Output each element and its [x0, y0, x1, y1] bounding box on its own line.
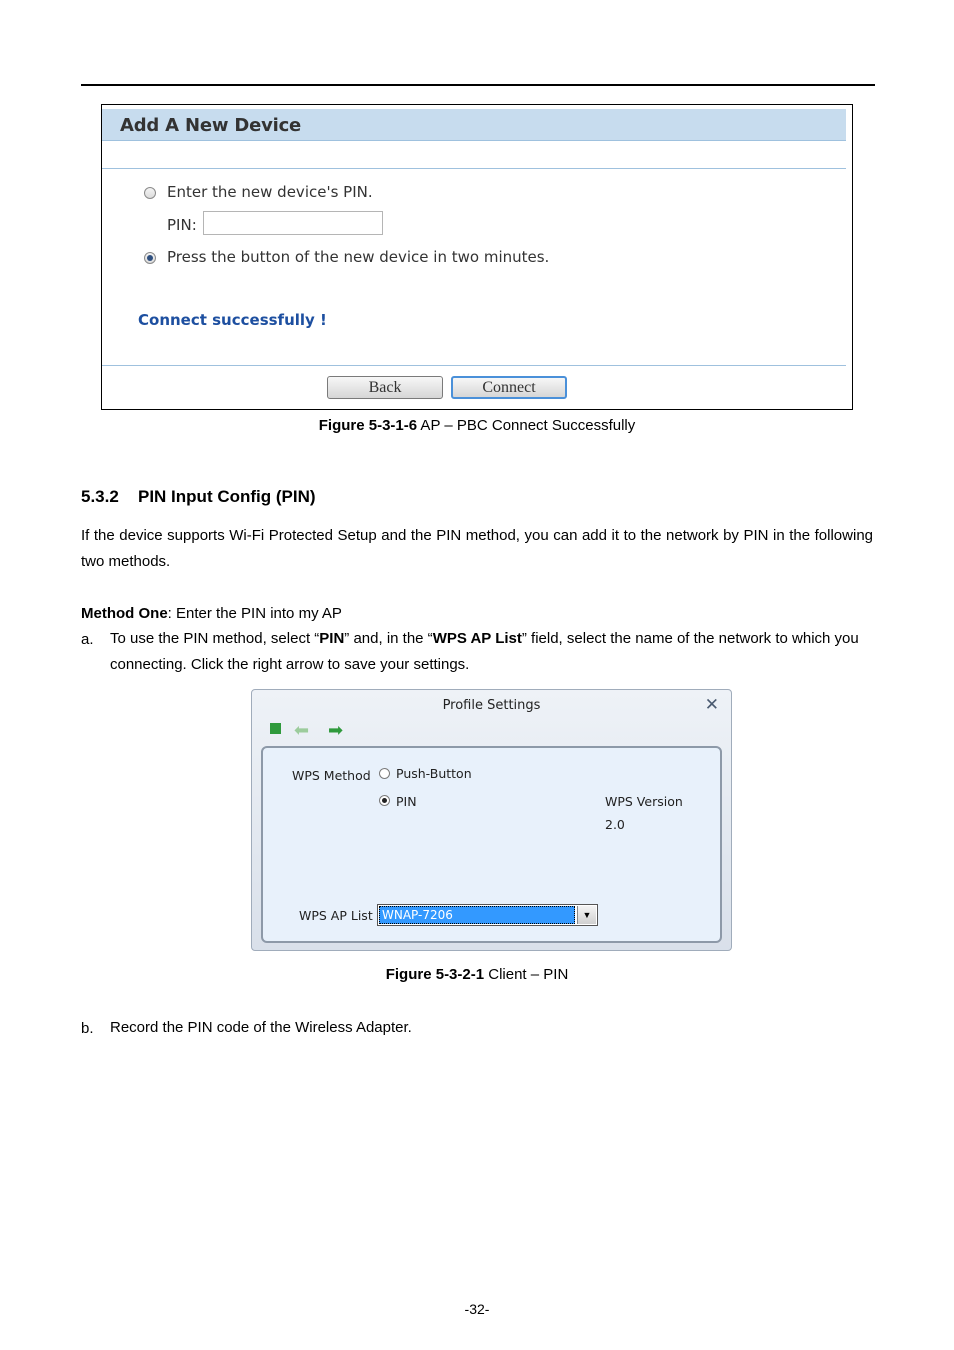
step-a-bold: WPS AP List: [432, 630, 522, 647]
step-a-part: ” and, in the “: [344, 630, 433, 647]
wps-version-label: WPS Version: [605, 794, 683, 809]
forward-arrow-icon[interactable]: ➡: [328, 720, 344, 741]
push-button-radio[interactable]: [379, 768, 390, 779]
caption-label: Figure 5-3-2-1: [385, 966, 485, 983]
step-a-bold: PIN: [319, 630, 345, 647]
push-button-label: Push-Button: [396, 766, 472, 781]
step-a-text: [110, 626, 873, 678]
figure-caption: [0, 966, 954, 983]
chevron-down-icon[interactable]: ▼: [577, 906, 596, 924]
add-device-header: [102, 109, 846, 141]
pin-method-label: PIN: [396, 794, 417, 809]
pin-method-radio[interactable]: [379, 795, 390, 806]
step-a-part: ” field, select the name of the network to which you connecting. Click the right arrow to save your settings.: [110, 630, 859, 673]
wps-ap-list-label: WPS AP List: [299, 908, 373, 923]
add-device-title: Add A New Device: [120, 115, 302, 136]
wps-method-label: WPS Method: [292, 768, 371, 783]
back-arrow-icon[interactable]: ⬅: [294, 720, 310, 741]
pin-option-label: Enter the new device's PIN.: [167, 183, 373, 201]
step-b-text: Record the PIN code of the Wireless Adapter.: [110, 1019, 412, 1036]
selected-ap: WNAP-7206: [379, 906, 575, 924]
section-number: 5.3.2: [81, 487, 119, 506]
window-title: Profile Settings: [442, 698, 541, 713]
connect-button[interactable]: Connect: [451, 376, 567, 399]
caption-text: Client – PIN: [484, 966, 569, 983]
divider: [102, 168, 846, 169]
method-one-line: [81, 601, 342, 627]
profile-settings-window: [251, 689, 732, 951]
caption-text: AP – PBC Connect Successfully: [417, 417, 636, 434]
caption-label: Figure 5-3-1-6: [318, 417, 418, 434]
wps-version-value: 2.0: [605, 817, 625, 832]
pin-radio[interactable]: [144, 187, 156, 199]
settings-panel: [261, 746, 722, 943]
step-a-part: To use the PIN method, select “: [110, 630, 320, 647]
intro-paragraph: If the device supports Wi-Fi Protected Setup and the PIN method, you can add it to the network by PIN in the following two methods.: [81, 527, 873, 570]
section-title: PIN Input Config (PIN): [138, 487, 316, 506]
wps-ap-list-select[interactable]: [377, 904, 598, 926]
connect-status: Connect successfully !: [138, 311, 327, 329]
step-a-marker: a.: [81, 631, 94, 648]
section-heading: [81, 487, 316, 507]
pbc-option-label: Press the button of the new device in two minutes.: [167, 248, 550, 266]
figure-caption: [0, 417, 954, 434]
header-rule: [81, 84, 875, 86]
step-b-marker: b.: [81, 1020, 94, 1037]
close-icon[interactable]: ✕: [704, 695, 719, 715]
pbc-radio[interactable]: [144, 252, 156, 264]
add-device-figure: [101, 104, 853, 410]
pin-field-label: PIN:: [167, 216, 197, 234]
pin-input[interactable]: [203, 211, 383, 235]
stop-icon[interactable]: [270, 723, 281, 734]
page-number: -32-: [464, 1301, 490, 1317]
method-one-label: Method One: [81, 605, 168, 622]
back-button[interactable]: Back: [327, 376, 443, 399]
method-one-text: : Enter the PIN into my AP: [167, 605, 342, 622]
divider: [102, 365, 846, 366]
